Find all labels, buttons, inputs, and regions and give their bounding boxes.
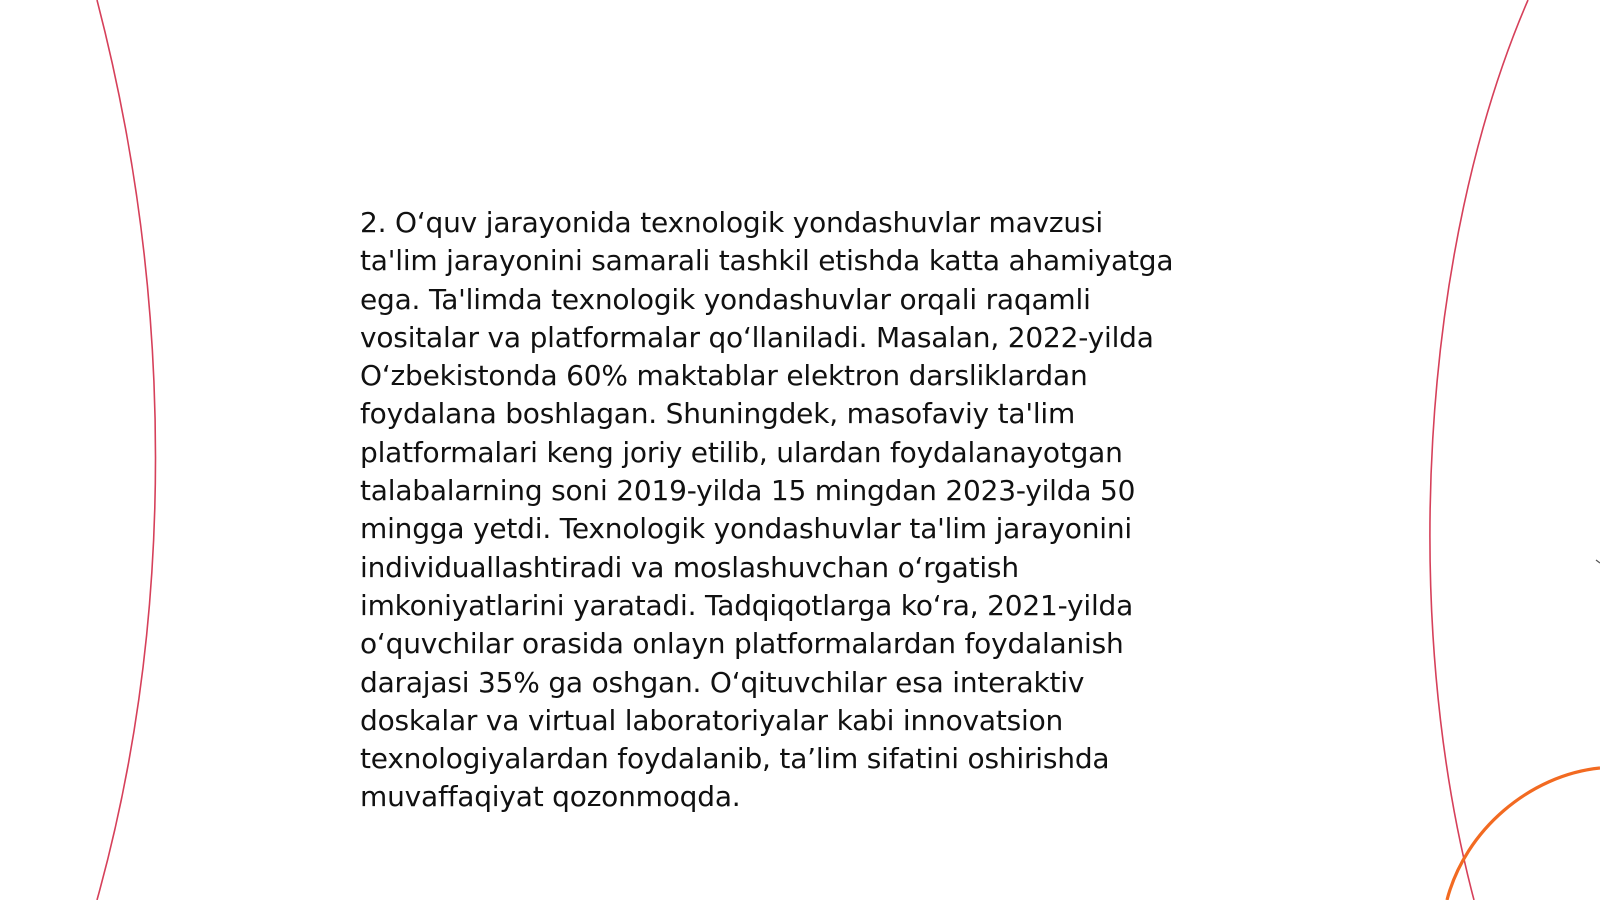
paragraph-line: vositalar va platformalar qo‘llaniladi. Masalan, 2022-yilda: [360, 320, 1154, 354]
right-edge-mark: [1596, 560, 1600, 563]
bottom-right-orange-arc: [1447, 768, 1600, 900]
paragraph-line: texnologiyalardan foydalanib, ta’lim sifatini oshirishda: [360, 742, 1110, 776]
paragraph-line: o‘quvchilar orasida onlayn platformalardan foydalanish: [360, 627, 1124, 661]
paragraph-line: platformalari keng joriy etilib, ulardan foydalanayotgan: [360, 435, 1123, 469]
paragraph-line: doskalar va virtual laboratoriyalar kabi innovatsion: [360, 703, 1064, 737]
paragraph-line: talabalarning soni 2019-yilda 15 mingdan 2023-yilda 50: [360, 474, 1136, 508]
left-red-curve: [97, 0, 156, 900]
paragraph-line: 2. O‘quv jarayonida texnologik yondashuvlar mavzusi: [360, 206, 1103, 239]
paragraph-line: O‘zbekistonda 60% maktablar elektron darsliklardan: [360, 359, 1088, 393]
paragraph-line: foydalana boshlagan. Shuningdek, masofaviy ta'lim: [360, 397, 1076, 431]
main-paragraph: [360, 204, 1240, 817]
paragraph-line: ega. Ta'limda texnologik yondashuvlar orqali raqamli: [360, 282, 1091, 316]
right-red-curve: [1430, 0, 1528, 900]
paragraph-line: ta'lim jarayonini samarali tashkil etishda katta ahamiyatga: [360, 244, 1174, 278]
paragraph-line: imkoniyatlarini yaratadi. Tadqiqotlarga ko‘ra, 2021-yilda: [360, 588, 1134, 622]
paragraph-line: muvaffaqiyat qozonmoqda.: [360, 780, 741, 814]
paragraph-line: individuallashtiradi va moslashuvchan o‘rgatish: [360, 550, 1019, 584]
paragraph-line: darajasi 35% ga oshgan. O‘qituvchilar esa interaktiv: [360, 665, 1085, 699]
paragraph-line: mingga yetdi. Texnologik yondashuvlar ta'lim jarayonini: [360, 512, 1132, 546]
